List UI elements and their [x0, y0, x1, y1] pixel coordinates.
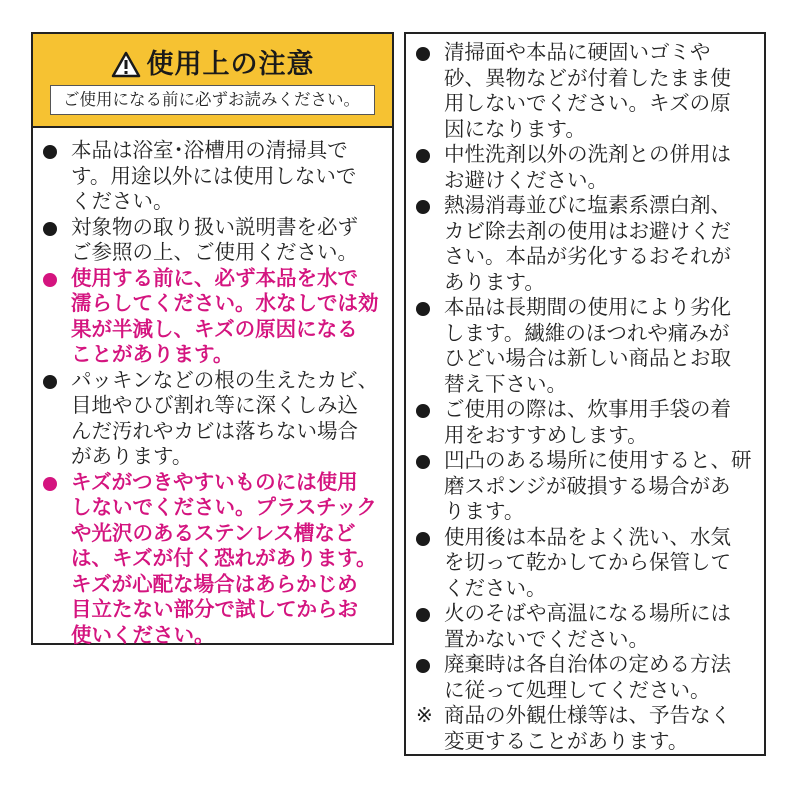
warning-title-row [33, 42, 392, 85]
caution-text-line: 替え下さい。 [444, 371, 567, 396]
caution-item [39, 138, 384, 215]
caution-text-line: に従って処理してください。 [444, 677, 711, 702]
caution-item [412, 601, 757, 652]
caution-text-line: します。繊維のほつれや痛みが [444, 320, 730, 345]
caution-text-line: があります。 [71, 444, 193, 468]
caution-text-line: 因になります。 [444, 116, 586, 141]
bullet-dot-icon [43, 375, 57, 389]
caution-item [412, 193, 757, 295]
caution-text-line: キズが心配な場合はあらかじめ [71, 571, 358, 596]
caution-item [412, 295, 757, 397]
caution-text-line: 対象物の取り扱い説明書を必ず [71, 214, 358, 239]
caution-text-line: 置かないでください。 [444, 626, 649, 651]
bullet-dot-icon [416, 200, 430, 214]
caution-text-line: 用しないでください。キズの原 [444, 91, 731, 115]
caution-text-line: 火のそばや高温になる場所には [444, 601, 731, 625]
caution-text-line: 砂、異物などが付着したまま使 [444, 65, 731, 90]
caution-text-line: あります。 [444, 269, 545, 294]
caution-text-line: ご使用の際は、炊事用手袋の着 [444, 397, 731, 421]
caution-item [412, 703, 757, 754]
caution-text-line: 用をおすすめします。 [444, 422, 648, 447]
page-title: 使用上の注意 [146, 49, 315, 80]
bullet-dot-icon [416, 455, 430, 469]
bullet-dot-icon [416, 608, 430, 622]
caution-item [39, 215, 384, 266]
caution-text-line: しないでください。プラスチック [71, 495, 377, 519]
caution-text-line: や光沢のあるステンレス槽など [71, 520, 356, 545]
caution-list-right [412, 40, 757, 754]
caution-text-line: ことがあります。 [71, 342, 234, 366]
caution-text-line: 本品は長期間の使用により劣化 [444, 295, 731, 319]
bullet-dot-icon [416, 302, 430, 316]
caution-text-line: す。用途以外には使用しないで [71, 163, 357, 188]
caution-text-line: 使用する前に、必ず本品を水で [71, 265, 358, 290]
bullet-dot-icon [416, 404, 430, 418]
caution-item [412, 448, 757, 525]
caution-text-line: 目立たない部分で試してからお [71, 597, 358, 621]
caution-item [412, 525, 757, 602]
bullet-dot-icon [416, 532, 430, 546]
caution-list-left [39, 138, 384, 648]
warning-header [33, 34, 392, 128]
read-before-use-notice: ご使用になる前に必ずお読みください。 [50, 85, 375, 115]
caution-text-line: さい。本品が劣化するおそれが [444, 244, 731, 268]
caution-item [412, 652, 757, 703]
caution-text-line: 磨スポンジが破損する場合があ [444, 473, 731, 498]
bullet-dot-icon [416, 149, 430, 163]
bullet-dot-icon [43, 222, 57, 236]
caution-text-line: 使用後は本品をよく洗い、水気 [444, 524, 731, 549]
caution-text-line: キズがつきやすいものには使用 [71, 469, 358, 494]
caution-text-line: 変更することがあります。 [444, 728, 689, 753]
caution-text-line: お避けください。 [444, 167, 608, 192]
caution-item [412, 397, 757, 448]
caution-text-line: 本品は浴室･浴槽用の清掃具で [71, 138, 348, 162]
bullet-dot-icon [43, 273, 57, 287]
caution-text-line: ご参照の上、ご使用ください。 [71, 240, 358, 264]
caution-item [412, 142, 757, 193]
bullet-dot-icon [43, 145, 57, 159]
caution-text-line: 商品の外観仕様等は、予告なく [444, 703, 731, 727]
caution-text-line: は、キズが付く恐れがあります。 [71, 546, 377, 570]
caution-text-line: ひどい場合は新しい商品とお取 [444, 346, 731, 370]
caution-text-line: ください。 [71, 189, 174, 213]
caution-text-line: パッキンなどの根の生えたカビ、 [71, 367, 379, 392]
caution-text-line: 果が半減し、キズの原因になる [71, 316, 358, 341]
caution-text-line: カビ除去剤の使用はお避けくだ [444, 218, 731, 243]
warning-panel-left [31, 32, 394, 645]
caution-text-line: ください。 [444, 575, 547, 600]
caution-text-line: 凹凸のある場所に使用すると、研 [444, 448, 752, 472]
caution-text-line: 中性洗剤以外の洗剤との併用は [444, 142, 731, 166]
asterisk-marker: ※ [416, 703, 433, 727]
caution-text-line: を切って乾かしてから保管して [444, 550, 731, 574]
caution-text-line: 熱湯消毒並びに塩素系漂白剤、 [444, 193, 731, 217]
caution-text-line: 廃棄時は各自治体の定める方法 [444, 652, 731, 676]
bullet-dot-icon [416, 47, 430, 61]
caution-text-line: 目地やひび割れ等に深くしみ込 [71, 393, 358, 417]
warning-triangle-icon [111, 51, 141, 85]
caution-text-line: 使いください。 [71, 622, 215, 647]
caution-text-line: ります。 [444, 499, 525, 523]
warning-panel-right [404, 32, 766, 756]
caution-text-line: 濡らしてください。水なしでは効 [71, 291, 379, 315]
caution-item [39, 266, 384, 368]
caution-text-line: んだ汚れやカビは落ちない場合 [71, 418, 358, 443]
caution-text-line: 清掃面や本品に硬固いゴミや [444, 40, 711, 64]
bullet-dot-icon [416, 659, 430, 673]
caution-item [412, 40, 757, 142]
caution-item [39, 368, 384, 470]
bullet-dot-icon [43, 477, 57, 491]
caution-item [39, 470, 384, 649]
